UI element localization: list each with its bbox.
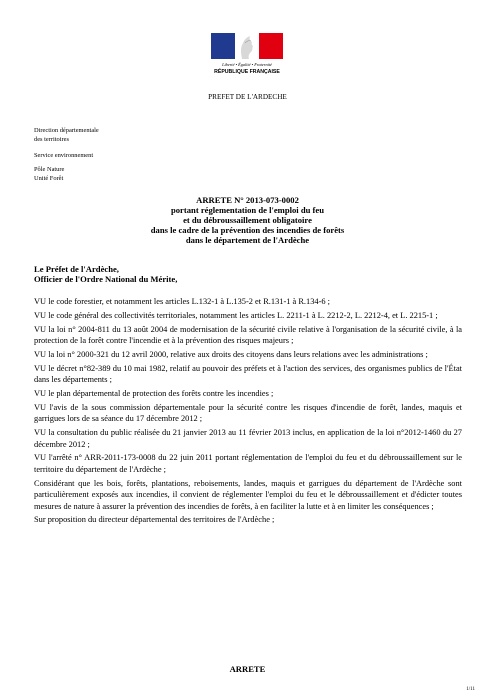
consideration-paragraph: VU le décret n°82-389 du 10 mai 1982, relatif au pouvoir des préfets et à l'action des services, des organismes publics de l'État dans les départements ; — [34, 363, 462, 385]
title-line-5: dans le département de l'Ardèche — [185, 235, 310, 246]
page-number: 1/11 — [466, 687, 475, 692]
republique-francaise-logo — [211, 33, 283, 85]
direction-label — [34, 127, 99, 144]
consideration-paragraph: VU la loi n° 2004-811 du 13 août 2004 de modernisation de la sécurité civile relative à l'organisation de la sécurité civile, à la protection de la forêt contre l'incendie et à la prévention des risques majeurs ; — [34, 324, 462, 346]
pole-unite-label — [34, 166, 64, 183]
addressee-line-1: Le Préfet de l'Ardèche, — [34, 264, 119, 274]
pole-label: Pôle Nature — [34, 166, 65, 173]
arrete-title — [0, 195, 495, 245]
consideration-paragraph: VU la consultation du public réalisée du 21 janvier 2013 au 11 février 2013 inclus, en application de la loi n°2012-1460 du 27 décembre 2012 ; — [34, 428, 462, 449]
consideration-paragraph: Considérant que les bois, forêts, plantations, reboisements, landes, maquis et garrigues du département de l'Ardèche sont particulièrement exposés aux incendies, il convient de réglementer l'emploi du feu et le débroussaillement et d'édicter toutes mesures de nature à assurer la prévention des incendies de forêts, à en faciliter la lutte et à en limiter les conséquences ; — [34, 478, 462, 511]
addressee-line-2: Officier de l'Ordre National du Mérite, — [34, 274, 178, 285]
addressee — [34, 264, 177, 285]
consideration-paragraph: VU l'avis de la sous commission départementale pour la sécurité contre les risques d'incendie de forêt, landes, maquis et garrigues lors de sa séance du 17 décembre 2012 ; — [34, 402, 462, 424]
direction-line-2: des territoires — [34, 135, 69, 143]
consideration-paragraph: VU l'arrêté n° ARR-2011-173-0008 du 22 juin 2011 portant réglementation de l'emploi du feu et du débroussaillement sur le territoire du département de l'Ardèche ; — [34, 453, 462, 474]
considerations-list — [34, 296, 462, 528]
prefet-heading: PREFET DE L'ARDECHE — [208, 93, 287, 101]
consideration-paragraph: VU le plan départemental de protection des forêts contre les incendies ; — [34, 388, 274, 398]
title-line-3: et du débroussaillement obligatoire — [183, 215, 312, 226]
title-line-4: dans le cadre de la prévention des incendies de forêts — [150, 225, 345, 236]
title-line-2: portant réglementation de l'emploi du feu — [170, 205, 324, 216]
arrete-heading: ARRETE — [229, 664, 266, 674]
logo-name: RÉPUBLIQUE FRANÇAISE — [214, 69, 280, 75]
logo-motto: Liberté • Égalité • Fraternité — [222, 62, 272, 67]
consideration-paragraph: VU le code général des collectivités territoriales, notamment les articles L. 2211-1 à L. 2212-2, L. 2212-4, et L. 2215-1 ; — [34, 310, 438, 320]
consideration-paragraph: VU le code forestier, et notamment les articles L.132-1 à L.135-2 et R.131-1 à R.134-6 ; — [34, 297, 330, 306]
consideration-paragraph: VU la loi n° 2000-321 du 12 avril 2000, relative aux droits des citoyens dans leurs relations avec les administrations ; — [34, 349, 428, 359]
unite-label: Unité Forêt — [34, 174, 64, 182]
direction-line-1: Direction départementale — [34, 127, 99, 134]
service-label: Service environnement — [34, 152, 94, 159]
title-line-1: ARRETE N° 2013-073-0002 — [196, 195, 299, 205]
marianne-flag-icon — [211, 33, 283, 59]
consideration-paragraph: Sur proposition du directeur départemental des territoires de l'Ardèche ; — [34, 515, 275, 525]
